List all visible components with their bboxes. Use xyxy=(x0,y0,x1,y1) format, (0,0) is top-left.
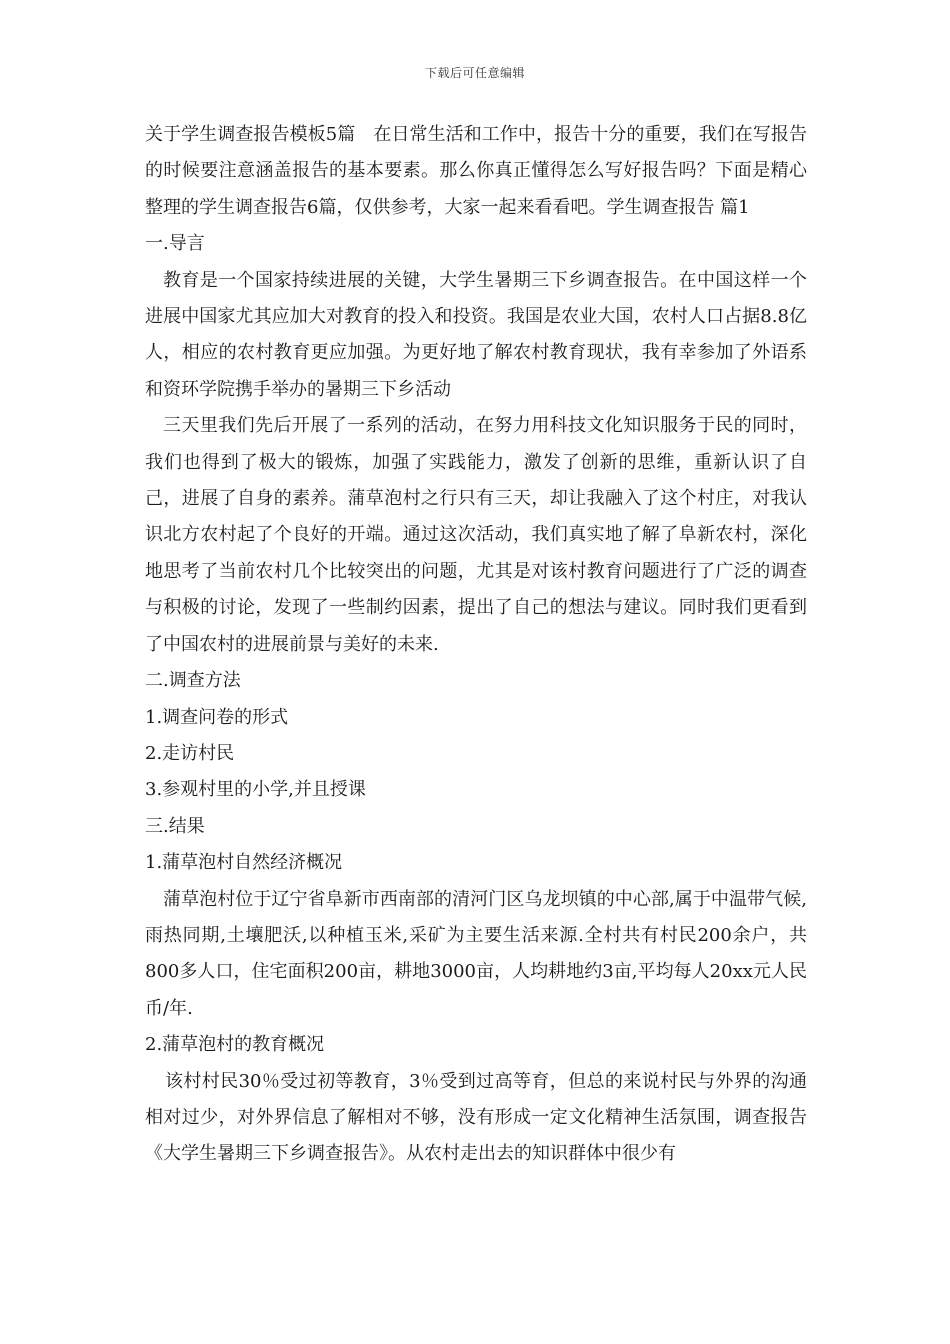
list-item: 3.参观村里的小学,并且授课 xyxy=(145,779,366,801)
document-body xyxy=(145,117,807,1173)
section-heading-results: 三.结果 xyxy=(145,815,205,837)
list-item: 1.调查问卷的形式 xyxy=(145,706,289,728)
list-item: 2.走访村民 xyxy=(145,742,235,764)
body-paragraph: 三天里我们先后开展了一系列的活动，在努力用科技文化知识服务于民的同时，我们也得到了极大的锻炼，加强了实践能力，激发了创新的思维，重新认识了自己，进展了自身的素养。蒲草泡村之行只有三天，却让我融入了这个村庄，对我认识北方农村起了个良好的开端。通过这次活动，我们真实地了解了阜新农村，深化地思考了当前农村几个比较突出的问题，尤其是对该村教育问题进行了广泛的调查与积极的讨论，发现了一些制约因素，提出了自己的想法与建议。同时我们更看到了中国农村的进展前景与美好的未来. xyxy=(145,415,807,655)
page-header-note: 下载后可任意编辑 xyxy=(424,66,525,80)
section-heading-introduction: 一.导言 xyxy=(145,233,205,255)
body-paragraph: 教育是一个国家持续进展的关键，大学生暑期三下乡调查报告。在中国这样一个进展中国家尤其应加大对教育的投入和投资。我国是农业大国，农村人口占据8.8亿人，相应的农村教育更应加强。为更好地了解农村教育现状，我有幸参加了外语系和资环学院携手举办的暑期三下乡活动 xyxy=(145,269,807,400)
subsection-heading: 1.蒲草泡村自然经济概况 xyxy=(145,852,343,874)
body-paragraph: 该村村民30％受过初等教育，3％受到过高等育，但总的来说村民与外界的沟通相对过少，对外界信息了解相对不够，没有形成一定文化精神生活氛围，调查报告《大学生暑期三下乡调查报告》。从农村走出去的知识群体中很少有 xyxy=(145,1070,807,1165)
subsection-heading: 2.蒲草泡村的教育概况 xyxy=(145,1034,325,1056)
body-paragraph: 蒲草泡村位于辽宁省阜新市西南部的清河门区乌龙坝镇的中心部,属于中温带气候,雨热同期,土壤肥沃,以种植玉米,采矿为主要生活来源.全村共有村民200余户，共800多人口，住宅面积200亩，耕地3000亩，人均耕地约3亩,平均每人20xx元人民币/年. xyxy=(145,888,807,1019)
section-heading-method: 二.调查方法 xyxy=(145,670,241,692)
intro-paragraph: 关于学生调查报告模板5篇 在日常生活和工作中，报告十分的重要，我们在写报告的时候要注意涵盖报告的基本要素。那么你真正懂得怎么写好报告吗？下面是精心整理的学生调查报告6篇，仅供参考，大家一起来看看吧。学生调查报告 篇1 xyxy=(145,124,807,218)
